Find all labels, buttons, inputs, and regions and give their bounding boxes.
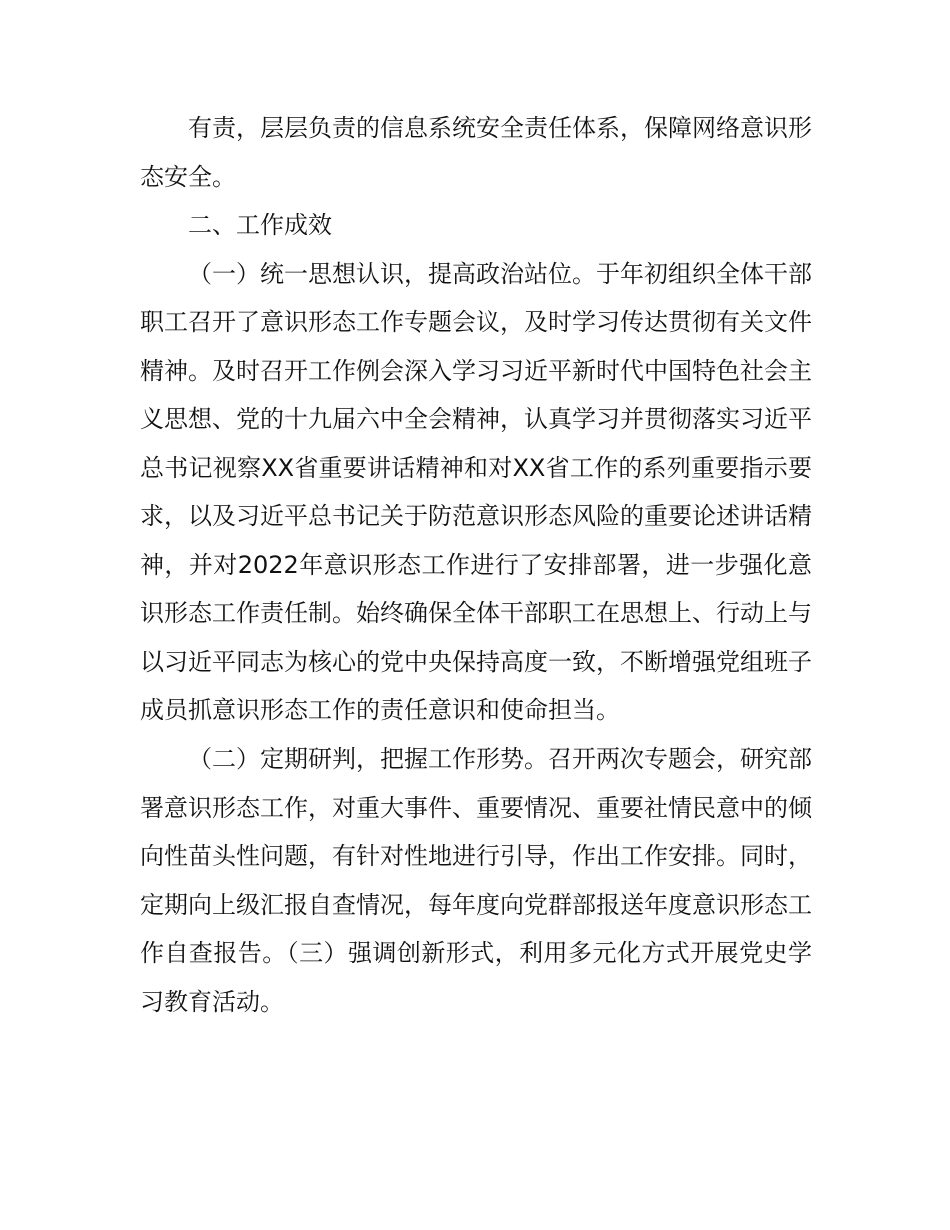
paragraph-regular-review: （二）定期研判，把握工作形势。召开两次专题会，研究部署意识形态工作，对重大事件、重要情况、重要社情民意中的倾向性苗头性问题，有针对性地进行引导，作出工作安排。同时，定期向上级汇报自查情况，每年度向党群部报送年度意识形态工作自查报告。（三）强调创新形式，利用多元化方式开展党史学习教育活动。 [140, 745, 812, 1016]
document-body [140, 104, 812, 1026]
paragraph-intro: 有责，层层负责的信息系统安全责任体系，保障网络意识形态安全。 [140, 114, 812, 191]
section-heading-achievements: 二、工作成效 [188, 211, 332, 239]
paragraph-unify-thinking: （一）统一思想认识，提高政治站位。于年初组织全体干部职工召开了意识形态工作专题会议，及时学习传达贯彻有关文件精神。及时召开工作例会深入学习习近平新时代中国特色社会主义思想、党的十九届六中全会精神，认真学习并贯彻落实习近平总书记视察XX省重要讲话精神和对XX省工作的系列重要指示要求，以及习近平总书记关于防范意识形态风险的重要论述讲话精神，并对2022年意识形态工作进行了安排部署，进一步强化意识形态工作责任制。始终确保全体干部职工在思想上、行动上与以习近平同志为核心的党中央保持高度一致，不断增强党组班子成员抓意识形态工作的责任意识和使命担当。 [140, 259, 812, 725]
